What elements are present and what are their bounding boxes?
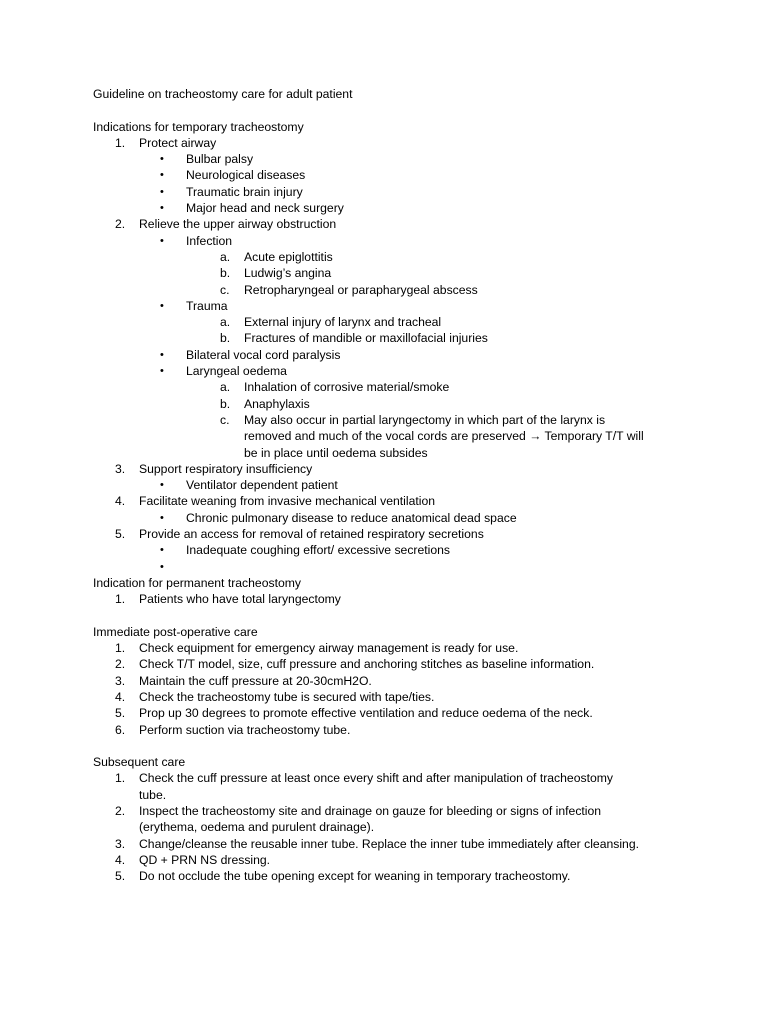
list-number: 2. (115, 657, 126, 672)
list-item-text: Change/cleanse the reusable inner tube. Replace the inner tube immediately after cleansing. (139, 836, 639, 851)
list-item-continuation (0, 445, 768, 461)
list-item-text: Support respiratory insufficiency (139, 461, 313, 476)
list-item-text: Laryngeal oedema (186, 364, 287, 379)
list-item (0, 705, 768, 721)
list-item-text: May also occur in partial laryngectomy in which part of the larynx is (244, 412, 606, 427)
list-number: 4. (115, 494, 126, 509)
list-item-text: Infection (186, 233, 233, 248)
list-item-continuation (0, 787, 768, 803)
list-item-text: Traumatic brain injury (186, 184, 303, 199)
list-item-text: Do not occlude the tube opening except for weaning in temporary tracheostomy. (139, 869, 571, 884)
bullet-icon: • (160, 348, 164, 361)
list-item-text: (erythema, oedema and purulent drainage). (139, 820, 375, 835)
list-item (0, 673, 768, 689)
list-number: 5. (115, 869, 126, 884)
list-item (0, 135, 768, 151)
bullet-icon: • (160, 185, 164, 198)
list-item-text: Fractures of mandible or maxillofacial injuries (244, 331, 488, 346)
list-letter: b. (220, 266, 231, 281)
list-number: 2. (115, 804, 126, 819)
list-item-text: Inspect the tracheostomy site and drainage on gauze for bleeding or signs of infection (139, 804, 602, 819)
list-item-text: Bulbar palsy (186, 152, 254, 167)
list-item (0, 477, 768, 493)
list-number: 2. (115, 217, 126, 232)
list-item-text: Chronic pulmonary disease to reduce anatomical dead space (186, 510, 517, 525)
list-item (0, 526, 768, 542)
list-number: 4. (115, 689, 126, 704)
list-item (0, 363, 768, 379)
spacer (0, 738, 768, 754)
list-item-text: be in place until oedema subsides (244, 445, 428, 460)
list-number: 6. (115, 722, 126, 737)
list-item-text: QD + PRN NS dressing. (139, 852, 271, 867)
list-item-text: Anaphylaxis (244, 396, 310, 411)
bullet-icon: • (160, 202, 164, 215)
list-item (0, 591, 768, 607)
list-item-text: Major head and neck surgery (186, 201, 344, 216)
list-item (0, 298, 768, 314)
list-item (0, 265, 768, 281)
list-item-text: Maintain the cuff pressure at 20-30cmH2O. (139, 673, 372, 688)
list-item (0, 282, 768, 298)
list-item (0, 689, 768, 705)
list-item-text: Ludwig’s angina (244, 266, 332, 281)
list-item (0, 216, 768, 232)
list-item-text: Check the tracheostomy tube is secured with tape/ties. (139, 689, 435, 704)
list-number: 1. (115, 641, 126, 656)
section-heading-temporary: Indications for temporary tracheostomy (93, 119, 304, 134)
list-item (0, 151, 768, 167)
list-item (0, 167, 768, 183)
bullet-icon: • (160, 479, 164, 492)
list-item-text: Ventilator dependent patient (186, 478, 338, 493)
list-letter: b. (220, 396, 231, 411)
list-item (0, 412, 768, 428)
list-item (0, 396, 768, 412)
list-item (0, 347, 768, 363)
list-item-text: Trauma (186, 298, 228, 313)
list-item-text: Check T/T model, size, cuff pressure and anchoring stitches as baseline information. (139, 657, 595, 672)
list-item-text: Prop up 30 degrees to promote effective ventilation and reduce oedema of the neck. (139, 706, 593, 721)
bullet-icon: • (160, 560, 164, 573)
list-item (0, 200, 768, 216)
list-number: 1. (115, 592, 126, 607)
list-number: 3. (115, 836, 126, 851)
list-number: 3. (115, 461, 126, 476)
list-item (0, 852, 768, 868)
list-letter: a. (220, 315, 231, 330)
document-title: Guideline on tracheostomy care for adult patient (93, 87, 353, 101)
list-letter: a. (220, 249, 231, 264)
list-number: 1. (115, 771, 126, 786)
bullet-icon: • (160, 299, 164, 312)
section-heading-subsequent: Subsequent care (93, 755, 186, 770)
bullet-icon: • (160, 234, 164, 247)
list-item-text: Facilitate weaning from invasive mechanical ventilation (139, 494, 436, 509)
list-item (0, 249, 768, 265)
list-item (0, 184, 768, 200)
list-item-text: Provide an access for removal of retained respiratory secretions (139, 527, 484, 542)
list-item (0, 314, 768, 330)
list-item (0, 803, 768, 819)
list-item (0, 233, 768, 249)
spacer (0, 608, 768, 624)
list-item (0, 722, 768, 738)
list-item (0, 640, 768, 656)
list-number: 3. (115, 673, 126, 688)
list-item-text: Check equipment for emergency airway management is ready for use. (139, 641, 519, 656)
list-number: 4. (115, 852, 126, 867)
bullet-icon: • (160, 169, 164, 182)
list-letter: b. (220, 331, 231, 346)
list-item-text: Acute epiglottitis (244, 249, 333, 264)
list-item (0, 510, 768, 526)
list-item-text: Patients who have total laryngectomy (139, 592, 341, 607)
list-item (0, 868, 768, 884)
list-item (0, 379, 768, 395)
list-item-text: Neurological diseases (186, 168, 306, 183)
list-item-text: Perform suction via tracheostomy tube. (139, 722, 351, 737)
list-item (0, 542, 768, 558)
list-number: 5. (115, 527, 126, 542)
list-number: 1. (115, 135, 126, 150)
list-item (0, 493, 768, 509)
list-item (0, 770, 768, 786)
bullet-icon: • (160, 365, 164, 378)
list-item-text: Inhalation of corrosive material/smoke (244, 380, 450, 395)
list-item-text: Retropharyngeal or parapharygeal abscess (244, 282, 478, 297)
list-item (0, 330, 768, 346)
list-item (0, 461, 768, 477)
bullet-icon: • (160, 153, 164, 166)
bullet-icon: • (160, 511, 164, 524)
list-item-continuation (0, 819, 768, 835)
list-item-text: Check the cuff pressure at least once every shift and after manipulation of tracheostomy (139, 771, 613, 786)
list-number: 5. (115, 706, 126, 721)
list-item-text: Protect airway (139, 135, 217, 150)
section-heading-postop: Immediate post-operative care (93, 624, 258, 639)
list-item (0, 836, 768, 852)
list-letter: a. (220, 380, 231, 395)
section-heading-permanent: Indication for permanent tracheostomy (93, 575, 301, 590)
list-letter: c. (220, 412, 230, 427)
list-item-text: External injury of larynx and tracheal (244, 315, 442, 330)
list-item-text: tube. (139, 787, 167, 802)
list-item-text: removed and much of the vocal cords are preserved → Temporary T/T will (244, 429, 644, 444)
list-item-text: Inadequate coughing effort/ excessive secretions (186, 543, 451, 558)
list-item-text: Bilateral vocal cord paralysis (186, 347, 341, 362)
list-item (0, 559, 768, 575)
list-letter: c. (220, 282, 230, 297)
bullet-icon: • (160, 544, 164, 557)
list-item (0, 656, 768, 672)
list-item-text: Relieve the upper airway obstruction (139, 217, 337, 232)
spacer (0, 102, 768, 118)
list-item-continuation (0, 428, 768, 444)
